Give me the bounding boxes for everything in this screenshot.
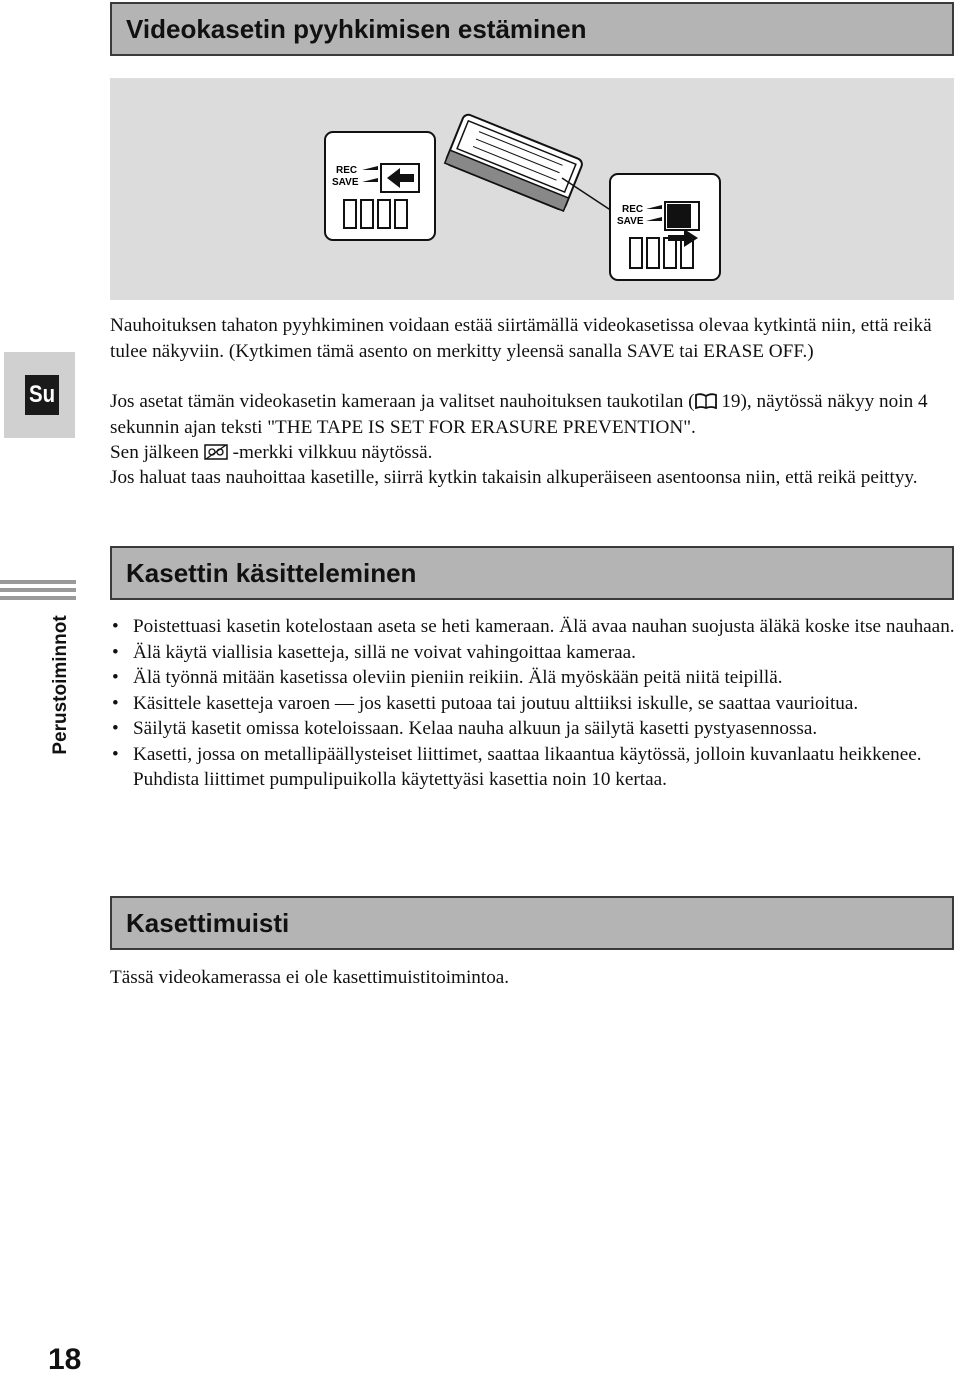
cassette-illustration	[110, 78, 954, 300]
list-item: • Käsittele kasetteja varoen — jos kasetti putoaa tai joutuu alttiiksi iskulle, se saattaa vaurioitua.	[110, 691, 955, 717]
rec-label-right: REC	[622, 204, 644, 215]
chapter-rule	[0, 596, 76, 600]
section-title-text: Kasettimuisti	[126, 907, 290, 938]
chapter-tab-label: Perustoiminnot	[50, 615, 71, 755]
paragraph-save-switch: Nauhoituksen tahaton pyyhkiminen voidaan estää siirtämällä videokasetissa olevaa kytkintä niin, että reikä tulee näkyviin. (Kytkimen tämä asento on merkitty yleensä sanalla SAVE tai ERASE OFF.)	[110, 315, 932, 362]
handling-list	[110, 614, 955, 793]
list-item: • Älä työnnä mitään kasetissa oleviin pieniin reikiin. Älä myöskään peitä niitä teipillä.	[110, 665, 955, 691]
paragraph-blink	[110, 440, 955, 466]
list-item: • Poistettuasi kasetin kotelostaan aseta se heti kameraan. Älä avaa nauhan suojusta äläkä koske itse nauhaan.	[110, 614, 955, 640]
chapter-rule	[0, 588, 76, 592]
list-item: • Kasetti, jossa on metallipäällysteiset liittimet, saattaa likaantua käytössä, jolloin kuvanlaatu heikkenee. Puhdista liittimet pumpulipuikolla käytettyäsi kasettia noin 10 kertaa.	[110, 742, 955, 793]
chapter-rule	[0, 580, 76, 584]
section-title-text: Kasettin käsitteleminen	[126, 557, 417, 588]
section-title-erase-prevention	[110, 2, 954, 56]
tape-erase-prevention-icon	[204, 443, 228, 461]
paragraph-blink-b: -merkki vilkkuu näytössä.	[227, 442, 433, 463]
list-item: • Säilytä kasetit omissa koteloissaan. Kelaa nauha alkuun ja säilytä kasetti pystyasennossa.	[110, 716, 955, 742]
paragraph-rerecord: Jos haluat taas nauhoittaa kasetille, siirrä kytkin takaisin alkuperäiseen asentoonsa niin, että reikä peittyy.	[110, 467, 918, 488]
chapter-tab	[40, 612, 82, 758]
language-tab-label: Su	[25, 375, 59, 415]
book-reference-icon	[695, 393, 717, 409]
section-title-cassette-handling	[110, 546, 954, 600]
rec-label-left: REC	[336, 165, 358, 176]
save-label-right: SAVE	[617, 216, 644, 227]
paragraph-erasure-message-a: Jos asetat tämän videokasetin kameraan ja valitset nauhoituksen taukotilan (	[110, 391, 695, 412]
list-item: • Älä käytä viallisia kasetteja, sillä ne voivat vahingoittaa kameraa.	[110, 640, 955, 666]
paragraph-blink-a: Sen jälkeen	[110, 442, 204, 463]
page-number: 18	[48, 1343, 82, 1376]
section-title-text: Videokasetin pyyhkimisen estäminen	[126, 13, 587, 44]
language-tab	[4, 352, 75, 438]
paragraph-memory: Tässä videokamerassa ei ole kasettimuistitoimintoa.	[110, 967, 510, 988]
cassette-diagram	[110, 78, 954, 300]
paragraph-erasure-message	[110, 389, 955, 440]
section-title-cassette-memory	[110, 896, 954, 950]
paragraph-erasure-message-b: 19), näytössä näkyy noin 4 sekunnin ajan teksti "THE TAPE IS SET FOR ERASURE PREVENTION".	[110, 391, 928, 438]
save-label-left: SAVE	[332, 177, 359, 188]
